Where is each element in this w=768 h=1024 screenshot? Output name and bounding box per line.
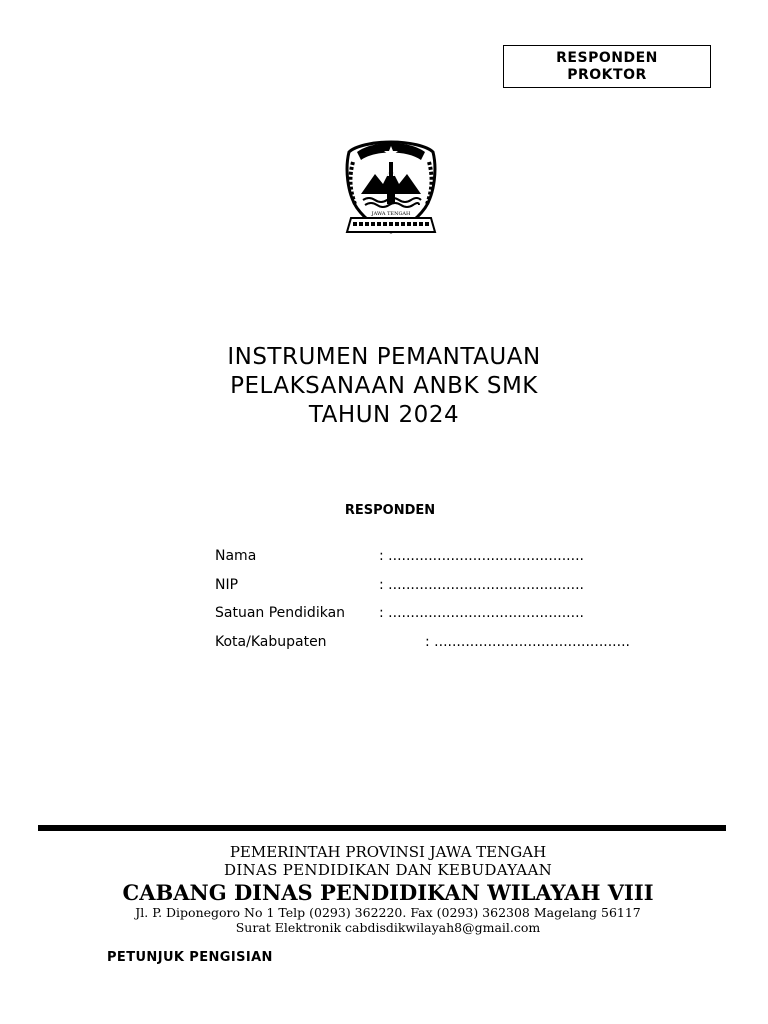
instructions-heading: PETUNJUK PENGISIAN [107, 950, 273, 965]
field-nip-label: NIP [215, 577, 239, 593]
field-satuan-pendidikan-label: Satuan Pendidikan [215, 605, 346, 621]
emblem-motto: JAWA TENGAH [371, 211, 411, 217]
field-nama-label: Nama [215, 548, 257, 564]
footer-government: PEMERINTAH PROVINSI JAWA TENGAH [229, 843, 547, 861]
title-line3: TAHUN 2024 [308, 402, 460, 428]
field-kota-kabupaten-value[interactable]: : ............................................ [425, 634, 630, 650]
field-kota-kabupaten-label: Kota/Kabupaten [215, 634, 327, 650]
field-nip-value[interactable]: : ............................................ [379, 577, 584, 593]
respondent-heading: RESPONDEN [344, 503, 436, 518]
field-nama-value[interactable]: : ............................................ [379, 548, 584, 564]
respondent-type-box [503, 45, 711, 88]
title-line2: PELAKSANAAN ANBK SMK [230, 373, 538, 399]
title-line1: INSTRUMEN PEMANTAUAN [227, 344, 541, 370]
footer-email: Surat Elektronik cabdisdikwilayah8@gmail.com [235, 920, 541, 935]
respondent-type-line1: RESPONDEN [556, 49, 658, 66]
jawa-tengah-emblem [343, 138, 439, 240]
document-title [0, 343, 768, 430]
footer-branch-office: CABANG DINAS PENDIDIKAN WILAYAH VIII [122, 880, 654, 905]
footer-address: Jl. P. Diponegoro No 1 Telp (0293) 362220. Fax (0293) 362308 Magelang 56117 [135, 905, 641, 920]
field-satuan-pendidikan-value[interactable]: : ............................................ [379, 605, 584, 621]
footer-divider [38, 825, 726, 831]
footer-department: DINAS PENDIDIKAN DAN KEBUDAYAAN [224, 861, 552, 879]
respondent-type-line2: PROKTOR [567, 66, 647, 83]
